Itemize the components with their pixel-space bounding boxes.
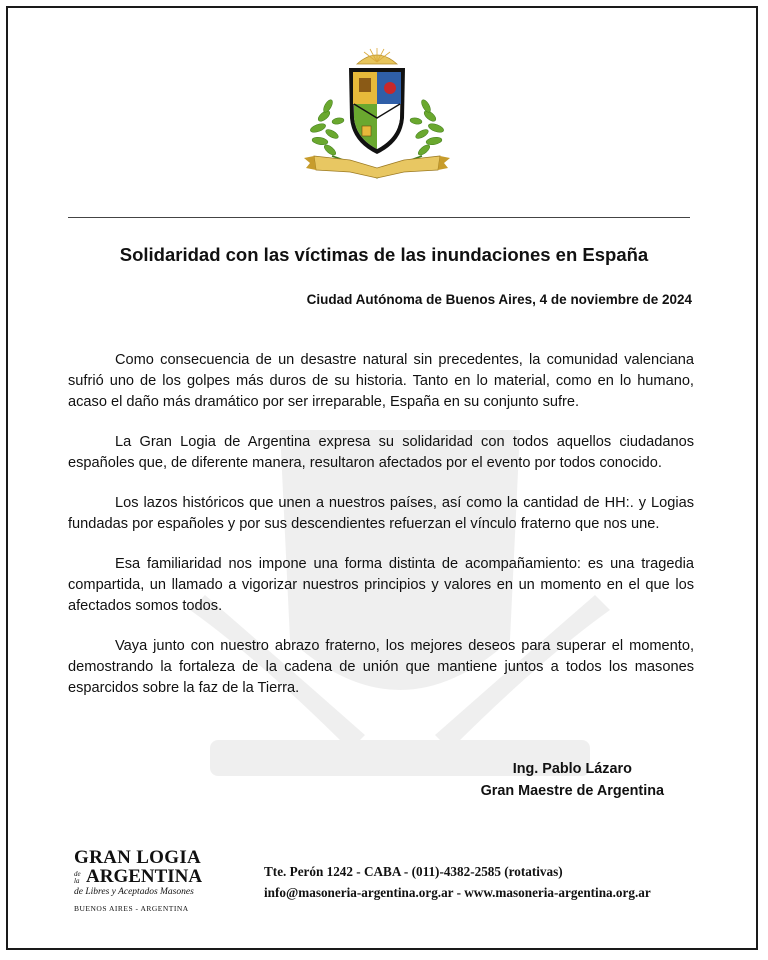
paragraph: Vaya junto con nuestro abrazo fraterno, los mejores deseos para superar el momento, demostrando la fortaleza de la cadena de unión que mantiene juntos a todos los masones esparcidos sobre la faz de la Tierra. [68, 638, 694, 696]
paragraph: Esa familiaridad nos impone una forma distinta de acompañamiento: es una tragedia compartida, un llamado a vigorizar nuestros principios y valores en un momento en el que los afectados somos todos. [68, 556, 694, 614]
document-title: Solidaridad con las víctimas de las inundaciones en España [119, 244, 649, 265]
signer-role: Gran Maestre de Argentina [480, 783, 664, 799]
header-divider [68, 217, 690, 218]
logo-argentina: ARGENTINA [86, 866, 203, 887]
paragraph: La Gran Logia de Argentina expresa su solidaridad con todos aquellos ciudadanos españoles que, de diferente manera, resultaron afectados por el evento por todos conocido. [68, 434, 694, 471]
signature-block [481, 758, 664, 802]
paragraph: Los lazos históricos que unen a nuestros países, así como la cantidad de HH:. y Logias fundadas por españoles y por sus descendientes refuerzan el vínculo fraterno que nos une. [68, 495, 694, 532]
logo-line-2 [74, 868, 204, 886]
logo-line-1: GRAN LOGIA [74, 847, 202, 868]
footer-address: Tte. Perón 1242 - CABA - (011)-4382-2585 (rotativas) [264, 864, 563, 879]
footer-logo [74, 848, 204, 913]
paragraph: Como consecuencia de un desastre natural sin precedentes, la comunidad valenciana sufrió uno de los golpes más duros de su historia. Tanto en lo material, como en lo humano, acaso el daño más dramático por ser irreparable, España en su conjunto sufre. [68, 352, 694, 410]
footer-email-web: info@masoneria-argentina.org.ar - www.masoneria-argentina.org.ar [264, 885, 651, 900]
logo-line-4: BUENOS AIRES - ARGENTINA [74, 904, 189, 913]
masonic-crest-icon [302, 46, 452, 184]
logo-small: de la [74, 869, 81, 885]
footer-contact [264, 861, 651, 903]
dateline: Ciudad Autónoma de Buenos Aires, 4 de noviembre de 2024 [306, 292, 692, 307]
logo-line-3: de Libres y Aceptados Masones [74, 887, 194, 897]
letter-body [68, 350, 694, 718]
signer-name: Ing. Pablo Lázaro [512, 761, 632, 777]
